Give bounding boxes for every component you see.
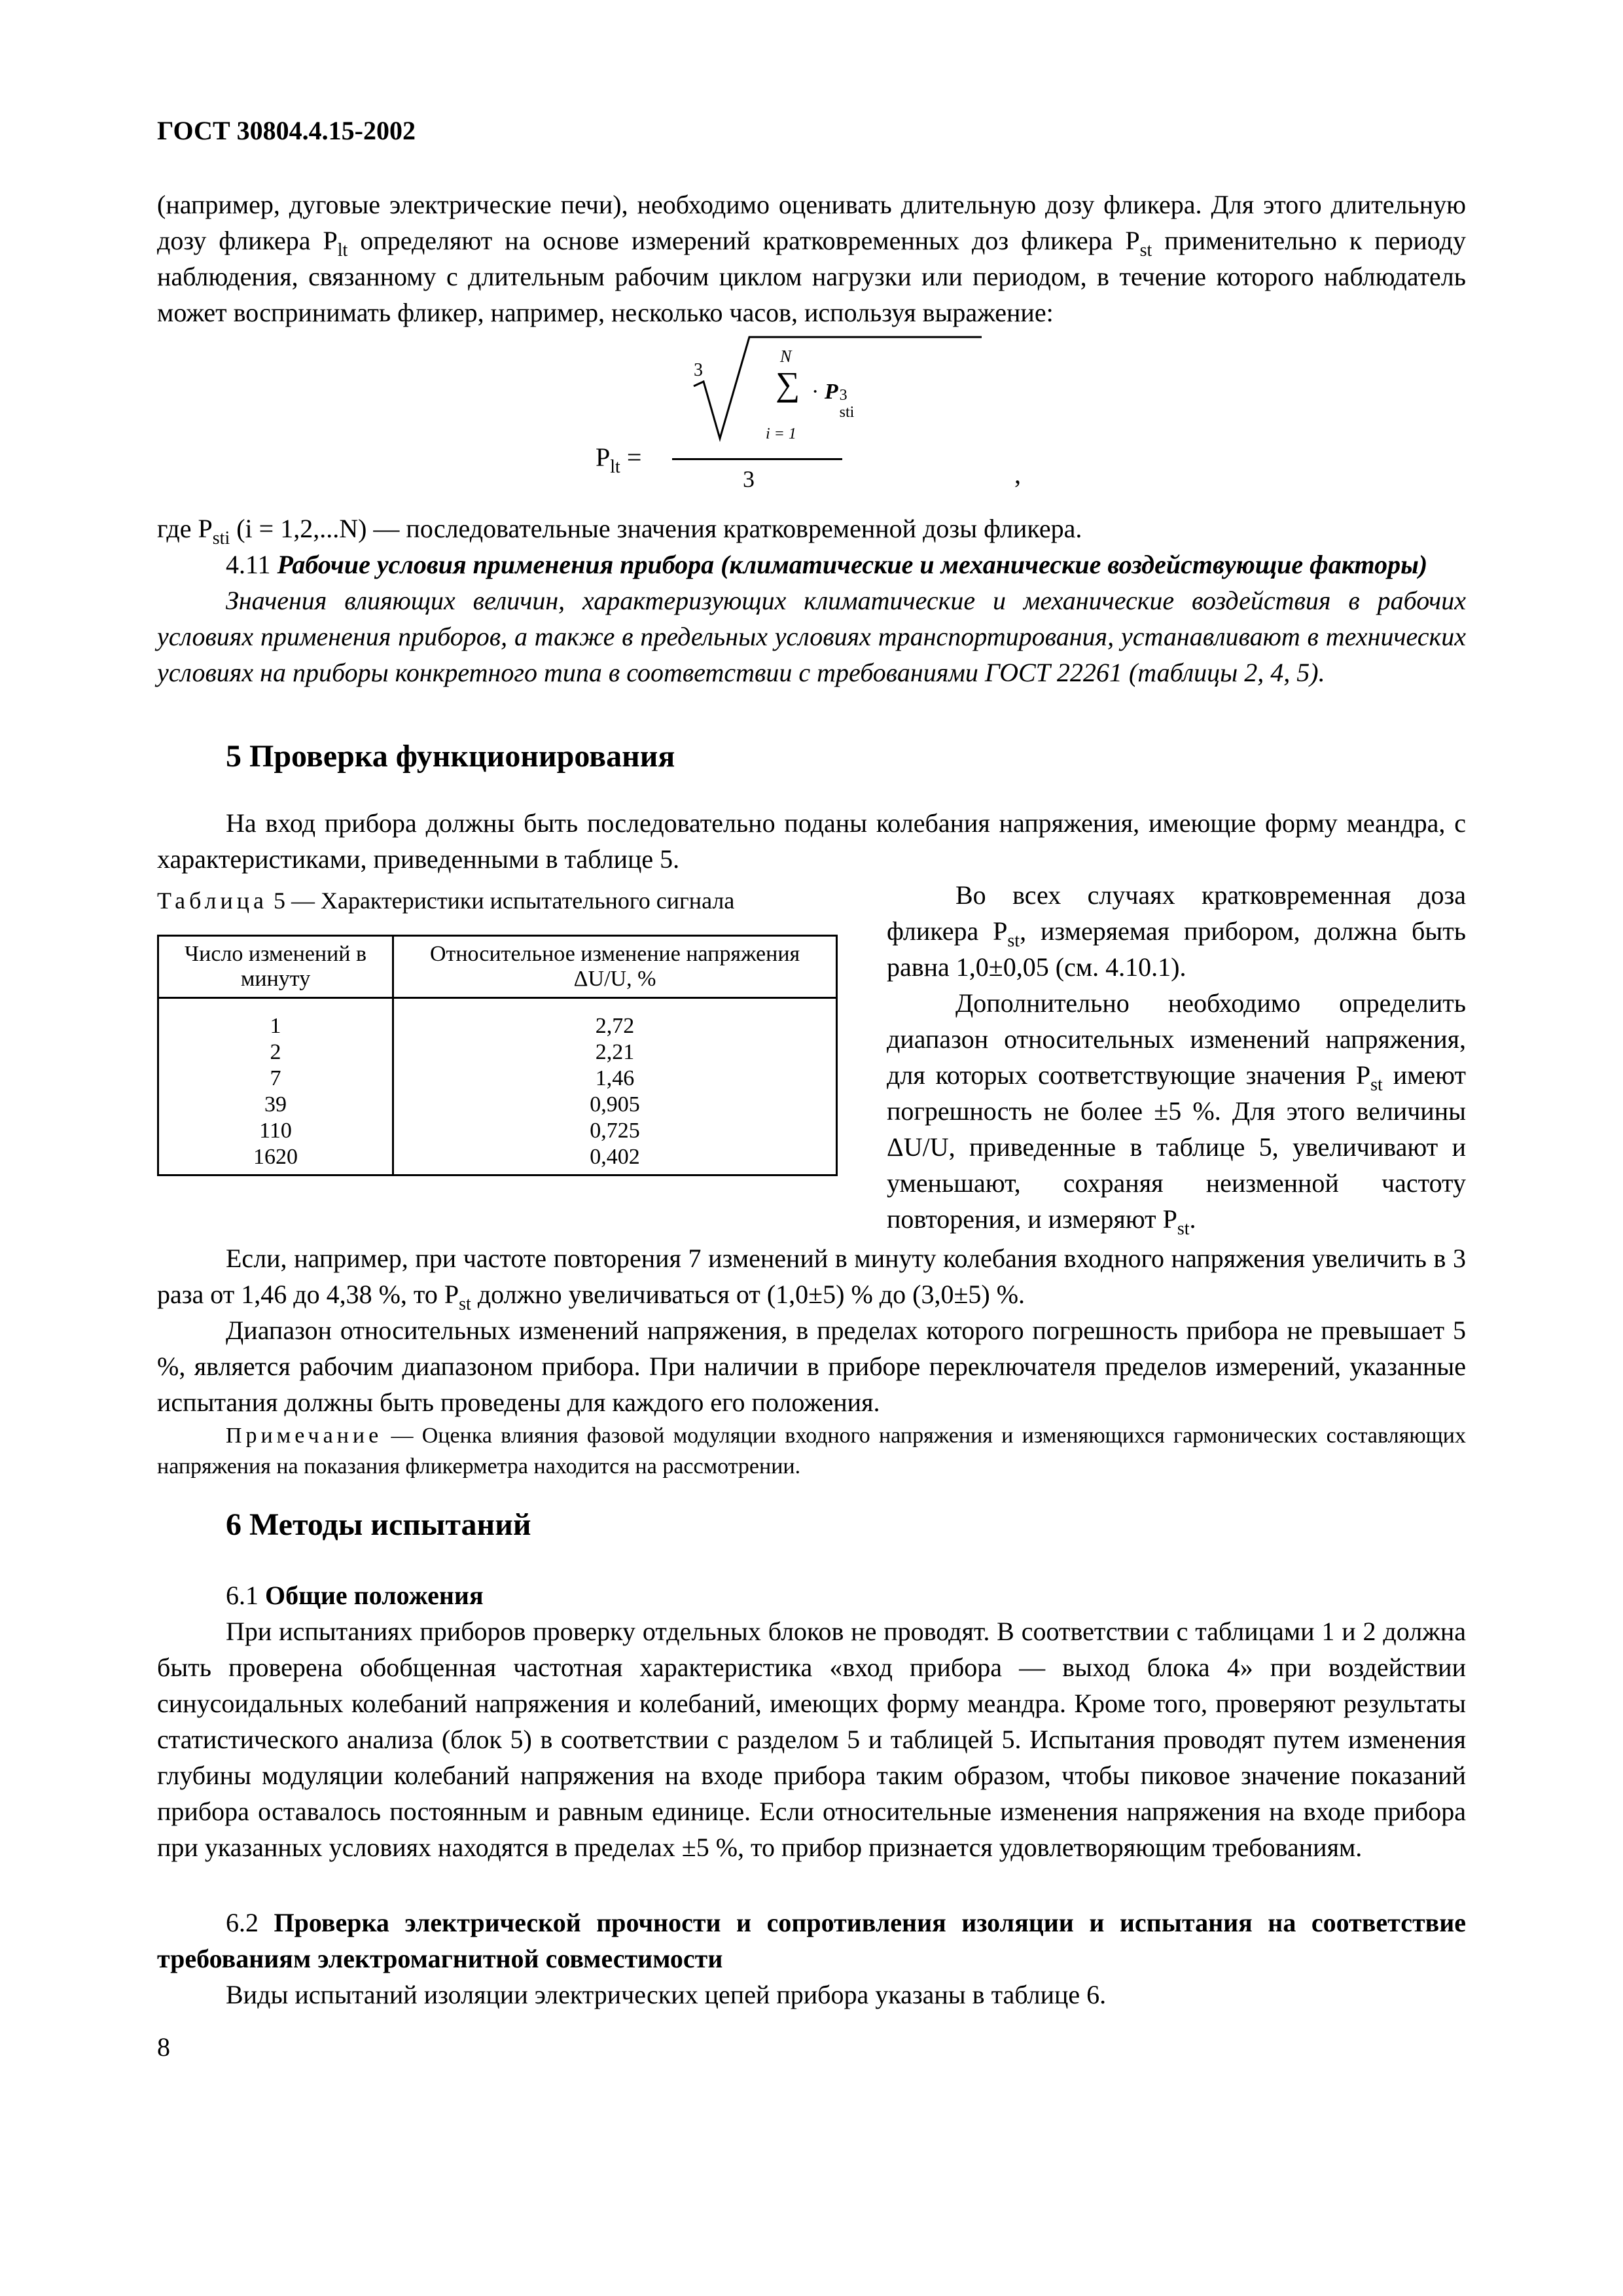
table-row — [158, 1118, 837, 1144]
table-5 — [157, 935, 838, 1176]
intro-plt-subscript: lt — [337, 240, 348, 260]
term-p: P — [824, 380, 838, 404]
term-subscript: sti — [839, 404, 855, 421]
intro-text-2: определяют на основе измерений кратковременных доз фликера P — [348, 226, 1140, 255]
sum-lower-limit: i = 1 — [766, 425, 796, 442]
delta-cell: 2,72 — [393, 998, 837, 1040]
multiply-dot: · — [812, 380, 819, 404]
table-row — [158, 1039, 837, 1066]
section-5-heading: 5 Проверка функционирования — [226, 739, 675, 774]
delta-cell: 2,21 — [393, 1039, 837, 1066]
changes-cell: 7 — [158, 1066, 393, 1092]
table-row — [158, 1066, 837, 1092]
delta-cell: 1,46 — [393, 1066, 837, 1092]
sum-upper-limit: N — [780, 347, 792, 366]
changes-cell: 110 — [158, 1118, 393, 1144]
note-paragraph: Примечание — Оценка влияния фазовой модуляции входного напряжения и изменяющихся гармонических составляющих напряжения на показания фликерметра находится на рассмотрении. — [157, 1424, 1466, 1479]
delta-cell: 0,402 — [393, 1144, 837, 1175]
section-6-2-title: 6.2 Проверка электрической прочности и сопротивления изоляции и испытания на соответствие требованиям электромагнитной совместимости — [157, 1908, 1467, 1973]
page-number: 8 — [157, 2032, 170, 2062]
section-6-1-title: 6.1 Общие положения — [226, 1581, 484, 1610]
intro-pst-subscript: st — [1139, 240, 1152, 260]
changes-cell: 39 — [158, 1092, 393, 1118]
clause-4-11-body: Значения влияющих величин, характеризующих климатические и механические воздействия в рабочих условиях применения приборов, а также в предельных условиях транспортирования, устанавливают в технических условиях на приборы конкретного типа в соответствии с требованиями ГОСТ 22261 (таблицы 2, 4, 5). — [157, 586, 1466, 687]
intro-text-1: (например, дуговые электрические печи), необходимо оценивать длительную дозу фликера. Для этого длительную дозу фликера P — [157, 190, 1466, 255]
section-5-intro: На вход прибора должны быть последовательно поданы колебания напряжения, имеющие форму меандра, с характеристиками, приведенными в таблице 5. — [157, 808, 1466, 874]
formula-comma: , — [1014, 459, 1021, 489]
section-6-1-body: При испытаниях приборов проверку отдельных блоков не проводят. В соответствии с таблицами 1 и 2 должна быть проверена обобщенная частотная характеристика «вход прибора — выход блока 4» при воздействии синусоидальных колебаний напряжения и колебаний, имеющих форму меандра. Кроме того, проверяют результаты статистического анализа (блок 5) в соответствии с разделом 5 и таблицей 5. Испытания проводят путем изменения глубины модуляции колебаний напряжения на входе прибора таким образом, чтобы пиковое значение показаний прибора оставалось постоянным и равным единице. Если относительные изменения напряжения на входе прибора при указанных условиях находятся в пределах ±5 %, то прибор признается удовлетворяющим требованиям. — [157, 1617, 1466, 1862]
changes-cell: 1620 — [158, 1144, 393, 1175]
delta-cell: 0,905 — [393, 1092, 837, 1118]
changes-cell: 1 — [158, 998, 393, 1040]
table-row — [158, 998, 837, 1040]
intro-paragraph — [157, 187, 1466, 331]
side-paragraph-1: Во всех случаях кратковременная доза фликера $P_{st}$, измеряемая прибором, должна быть равна 1,0±0,05 (см. 4.10.1). — [887, 880, 1466, 982]
side-paragraph-2: Дополнительно необходимо определить диапазон относительных изменений напряжения, для которых соответствующие значения $P_{st}$ имеют погрешность не более ±5 %. Для этого величины ΔU/U, приведенные в таблице 5, увеличивают и уменьшают, сохраняя неизменной частоту повторения, и измеряют $P_{st}$. — [887, 988, 1466, 1239]
where-clause: где $P_{sti}$ (i = 1,2,...N) — последовательные значения кратковременной дозы фликера. — [157, 514, 1082, 548]
fraction-bar — [672, 458, 842, 460]
table-header-row — [158, 936, 837, 998]
example-paragraph: Если, например, при частоте повторения 7 изменений в минуту колебания входного напряжения увеличить в 3 раза от 1,46 до 4,38 %, то $P_{st}$ должно увеличиваться от (1,0±5) % до (3,0±5) %. — [157, 1244, 1466, 1314]
sum-symbol: ∑ — [776, 366, 800, 403]
section-6-2-body: Виды испытаний изоляции электрических цепей прибора указаны в таблице 6. — [226, 1980, 1107, 2009]
col-changes-header: Число изменений в минуту — [158, 936, 393, 998]
formula-lhs: $P_{lt}$ = — [596, 442, 642, 477]
sum-term — [812, 380, 871, 421]
delta-cell: 0,725 — [393, 1118, 837, 1144]
formula-denominator: 3 — [743, 466, 755, 492]
flicker-formula — [596, 331, 1054, 501]
standard-code-header: ГОСТ 30804.4.15-2002 — [157, 116, 416, 145]
col-delta-header: Относительное изменение напряжения ΔU/U, % — [393, 936, 837, 998]
table-5-caption: Таблица 5 — Характеристики испытательного сигнала — [157, 888, 735, 914]
clause-4-11-title: 4.11 Рабочие условия применения прибора (климатические и механические воздействующие факторы) — [226, 550, 1428, 579]
term-superscript: 3 — [839, 387, 847, 404]
intro-text-3: применительно к периоду наблюдения, связанному с длительным рабочим циклом нагрузки или периодом, в течение которого наблюдатель может воспринимать фликер, например, несколько часов, используя выражение: — [157, 226, 1467, 327]
section-6-heading: 6 Методы испытаний — [226, 1507, 531, 1542]
table-row — [158, 1092, 837, 1118]
root-index: 3 — [694, 360, 703, 380]
changes-cell: 2 — [158, 1039, 393, 1066]
range-paragraph: Диапазон относительных изменений напряжения, в пределах которого погрешность прибора не превышает 5 %, является рабочим диапазоном прибора. При наличии в приборе переключателя пределов измерений, указанные испытания должны быть проведены для каждого его положения. — [157, 1316, 1466, 1417]
table-row — [158, 1144, 837, 1175]
